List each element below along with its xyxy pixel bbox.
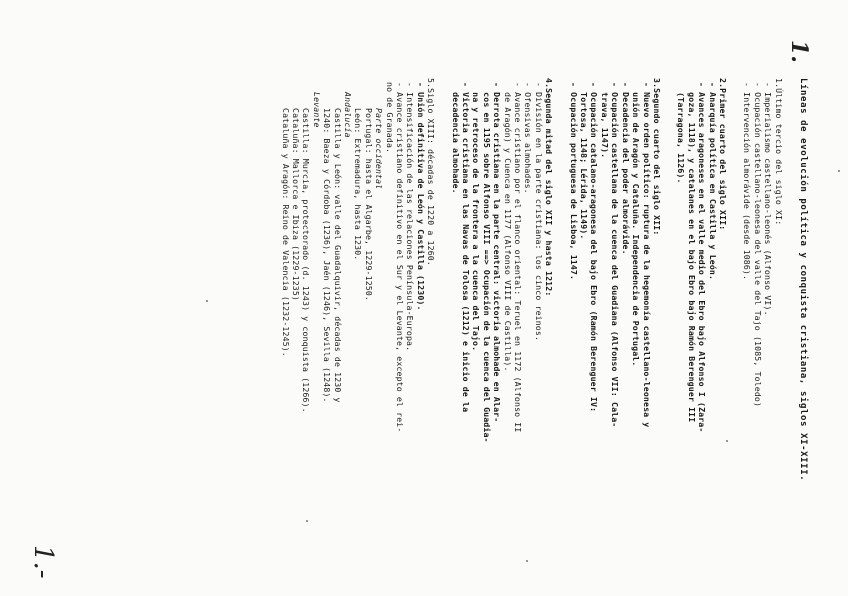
- sections-container: [280, 78, 783, 578]
- section-heading: 1.Último tercio del siglo XI:: [773, 78, 784, 226]
- subsection-line: León: Extremadura, hasta 1230.: [353, 108, 364, 261]
- subsection-label: Levante: [311, 92, 322, 128]
- subsection-line: Castilla: Murcia, protectorado (d. 1243) y conquista (1266).: [301, 108, 312, 413]
- subsection-line: Castilla y León: valle del Guadalquivir, décadas de 1230 y: [332, 108, 343, 403]
- scan-speck: [206, 300, 208, 302]
- handwritten-mark: 1.-: [28, 545, 58, 579]
- subsection-line: Cataluña: Mallorca e Ibiza (1229-1235): [290, 108, 301, 302]
- document-body: [266, 78, 808, 578]
- handwritten-page-number: 1.: [786, 40, 812, 63]
- section-line: - Imperialismo castellano-leonés (Alfonso VI).: [763, 82, 774, 316]
- section-2: [676, 78, 728, 578]
- section-line: - Decadencia del poder almorávide.: [620, 82, 631, 255]
- section-line: goza, 1118), y catalanes en el bajo Ebro bajo Ramón Berenguer III: [686, 82, 697, 423]
- section-line: de Aragón) y Cuenca en 1177 (Alfonso VIII de Castilla).: [502, 82, 513, 372]
- section-line: - Ocupación castellano-leonesa del valle del Tajo (1085, Toledo): [752, 82, 763, 408]
- section-line: - Intensificación de las relaciones Península-Europa.: [405, 82, 416, 352]
- section-line: - División en la parte cristiana: los cinco reinos.: [533, 82, 544, 342]
- section-line: (Tarragona, 1126).: [676, 82, 687, 184]
- section-line: decadencia almohade.: [450, 82, 461, 194]
- section-line: - Intervención almorávide (desde 1086).: [742, 82, 753, 281]
- section-line: - Avance cristiano definitivo en el Sur y el Levante, excepto el rei-: [395, 82, 405, 433]
- section-line: - Unión definitiva de León y Castilla (1230).: [415, 82, 426, 311]
- section-line: - Avances aragoneses en el valle medio del Ebro bajo Alfonso I (Zara-: [697, 82, 708, 433]
- section-4: [450, 78, 554, 578]
- section-line: - Derrota cristiana en la parte central: victoria almohade en Alar-: [492, 82, 503, 423]
- section-line: - Nuevo orden político: ruptura de la hegemonía castellano-leonesa y: [641, 82, 652, 428]
- section-line: - Victoria cristiana en las Navas de Tolosa (1212) e inicio de la: [461, 82, 472, 413]
- subsection-line: Cataluña y Aragón: Reino de Valencia (1232-1245).: [280, 108, 291, 357]
- section-1: [742, 78, 784, 578]
- section-heading: 3.Segundo cuarto del siglo XII:: [651, 78, 662, 236]
- subsection-line: Portugal: hasta el Algarbe, 1229-1250.: [363, 108, 374, 302]
- section-3: [568, 78, 662, 578]
- section-line: - Ofensivas almohades.: [523, 82, 534, 194]
- scan-speck: [306, 520, 308, 522]
- section-line: - Anarquía política en Castilla y León.: [707, 82, 718, 281]
- section-line: no de Granada.: [384, 82, 395, 154]
- section-line: na y retroceso de la frontera a la cuenca del Tajo.: [471, 82, 482, 352]
- subsection-label: Andalucía: [342, 92, 353, 138]
- scan-speck: [526, 560, 528, 562]
- section-line: - Ocupación castellana de la cuenca del Guadiana (Alfonso VII: Cala-: [610, 82, 621, 428]
- section-line: - Ocupación portuguesa de Lisboa, 1147.: [568, 82, 579, 281]
- section-line: unión de Aragón y Cataluña. Independencia de Portugal.: [631, 82, 642, 367]
- scan-speck: [726, 440, 728, 442]
- document-title: Líneas de evolución política y conquista cristiana, siglos XI-XIII.: [798, 78, 808, 482]
- section-heading: 5.Siglo XIII: décadas de 1220 a 1260.: [426, 78, 437, 266]
- section-5: [280, 78, 436, 578]
- section-heading: 4.Segunda mitad del siglo XII y hasta 1212:: [544, 78, 555, 297]
- section-heading: 2.Primer cuarto del siglo XII:: [717, 78, 728, 231]
- section-line: Tortosa, 1148; Lérida, 1149).: [579, 82, 590, 240]
- section-line: - Ocupación catalano-aragonesa del bajo Ebro (Ramón Berenguer IV:: [589, 82, 600, 413]
- subsection-label: Parte occidental: [374, 108, 385, 190]
- section-line: trava, 1147).: [599, 82, 610, 159]
- section-line: cos en 1195 sobre Alfonso VIII ==> Ocupación de la cuenca del Guadia-: [481, 82, 492, 443]
- scan-speck: [838, 170, 840, 172]
- section-line: - Avance cristiano por el flanco oriental: Teruel en 1172 (Alfonso II: [513, 82, 524, 433]
- subsection-line: 1240: Baeza y Córdoba (1236), Jaén (1246), Sevilla (1248).: [322, 108, 333, 403]
